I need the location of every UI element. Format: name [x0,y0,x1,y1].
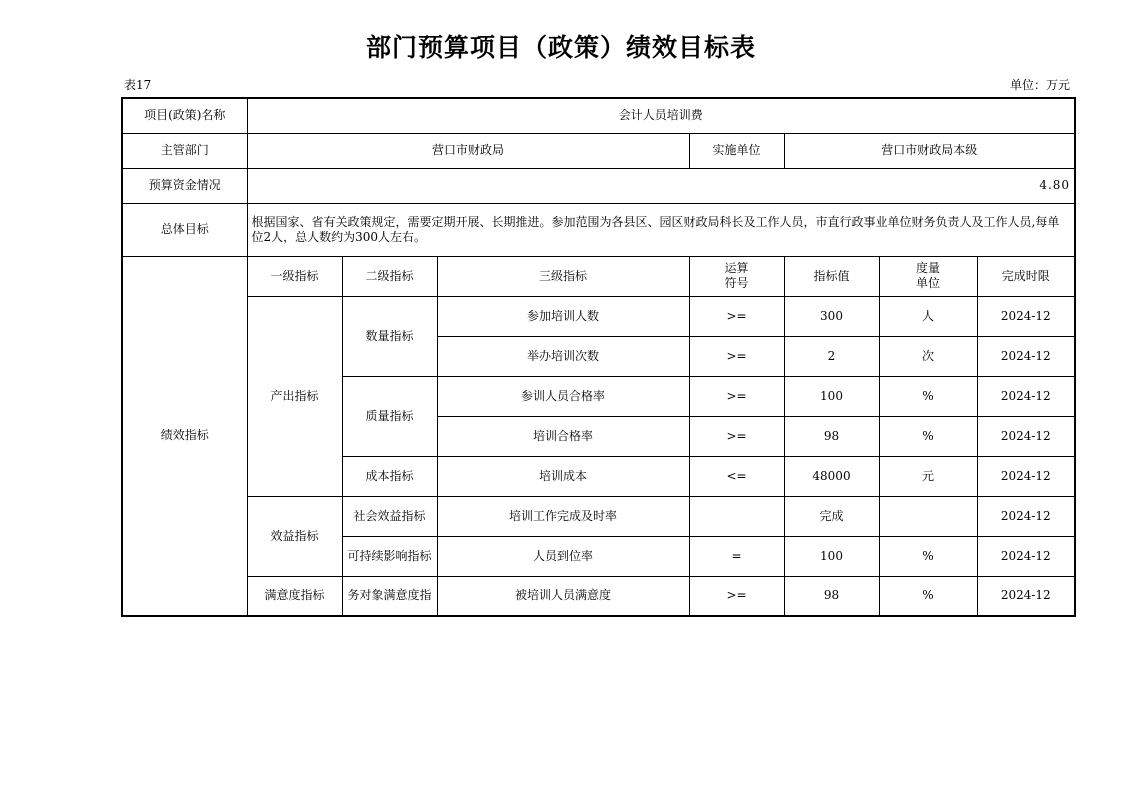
page-title: 部门预算项目（政策）绩效目标表 [365,33,756,62]
indicator-operator: <= [689,456,784,496]
table-row [122,496,1075,536]
group-quality: 质量指标 [342,376,437,456]
indicator-operator: >= [689,416,784,456]
project-name-label: 项目(政策)名称 [122,98,247,133]
group-benefit: 效益指标 [247,496,342,576]
indicator-value: 100 [784,536,879,576]
indicator-value: 98 [784,576,879,616]
indicator-name: 被培训人员满意度 [437,576,689,616]
budget-row [122,168,1075,203]
indicator-deadline: 2024-12 [977,336,1075,376]
indicator-name: 培训成本 [437,456,689,496]
indicator-name: 参训人员合格率 [437,376,689,416]
impl-unit-value: 营口市财政局本级 [784,133,1075,168]
table-number: 表17 [124,78,152,92]
group-quantity: 数量指标 [342,296,437,376]
perf-label: 绩效指标 [122,256,247,616]
header-unit: 度量 单位 [879,256,977,296]
indicator-operator: >= [689,296,784,336]
indicator-operator: >= [689,336,784,376]
unit-label: 单位：万元 [1009,78,1070,92]
table-row [122,296,1075,336]
header-value: 指标值 [784,256,879,296]
header-operator: 运算 符号 [689,256,784,296]
budget-value: 4.80 [247,168,1075,203]
indicator-unit: % [879,576,977,616]
indicator-value: 48000 [784,456,879,496]
indicator-deadline: 2024-12 [977,496,1075,536]
indicator-value: 100 [784,376,879,416]
indicator-unit: % [879,536,977,576]
group-sustain: 可持续影响指标 [342,536,437,576]
indicator-deadline: 2024-12 [977,456,1075,496]
indicator-deadline: 2024-12 [977,416,1075,456]
table-row [122,576,1075,616]
indicator-deadline: 2024-12 [977,296,1075,336]
group-social: 社会效益指标 [342,496,437,536]
indicator-unit [879,496,977,536]
indicator-value: 2 [784,336,879,376]
impl-unit-label: 实施单位 [689,133,784,168]
indicator-deadline: 2024-12 [977,376,1075,416]
indicator-name: 培训合格率 [437,416,689,456]
group-output: 产出指标 [247,296,342,496]
indicator-deadline: 2024-12 [977,576,1075,616]
group-service: 务对象满意度指 [342,576,437,616]
overall-goal-label: 总体目标 [122,203,247,256]
indicator-unit: 元 [879,456,977,496]
indicator-deadline: 2024-12 [977,536,1075,576]
indicator-name: 培训工作完成及时率 [437,496,689,536]
indicator-unit: 次 [879,336,977,376]
header-level2: 二级指标 [342,256,437,296]
project-name-row [122,98,1075,133]
overall-goal-value: 根据国家、省有关政策规定，需要定期开展、长期推进。参加范围为各县区、园区财政局科长及工作人员，市直行政事业单位财务负责人及工作人员,每单位2人，总人数约为300人左右。 [247,203,1075,256]
header-deadline: 完成时限 [977,256,1075,296]
indicator-name: 参加培训人数 [437,296,689,336]
project-name-value: 会计人员培训费 [247,98,1075,133]
indicator-value: 300 [784,296,879,336]
performance-target-table [121,97,1076,617]
indicator-operator: = [689,536,784,576]
indicator-unit: % [879,416,977,456]
indicator-operator: >= [689,376,784,416]
group-satisfaction: 满意度指标 [247,576,342,616]
indicator-operator [689,496,784,536]
dept-row [122,133,1075,168]
indicator-value: 完成 [784,496,879,536]
dept-label: 主管部门 [122,133,247,168]
indicator-name: 人员到位率 [437,536,689,576]
indicator-unit: % [879,376,977,416]
indicator-unit: 人 [879,296,977,336]
dept-value: 营口市财政局 [247,133,689,168]
indicator-header-row [122,256,1075,296]
indicator-name: 举办培训次数 [437,336,689,376]
header-level1: 一级指标 [247,256,342,296]
header-level3: 三级指标 [437,256,689,296]
group-cost: 成本指标 [342,456,437,496]
indicator-value: 98 [784,416,879,456]
overall-goal-row [122,203,1075,256]
indicator-operator: >= [689,576,784,616]
budget-label: 预算资金情况 [122,168,247,203]
